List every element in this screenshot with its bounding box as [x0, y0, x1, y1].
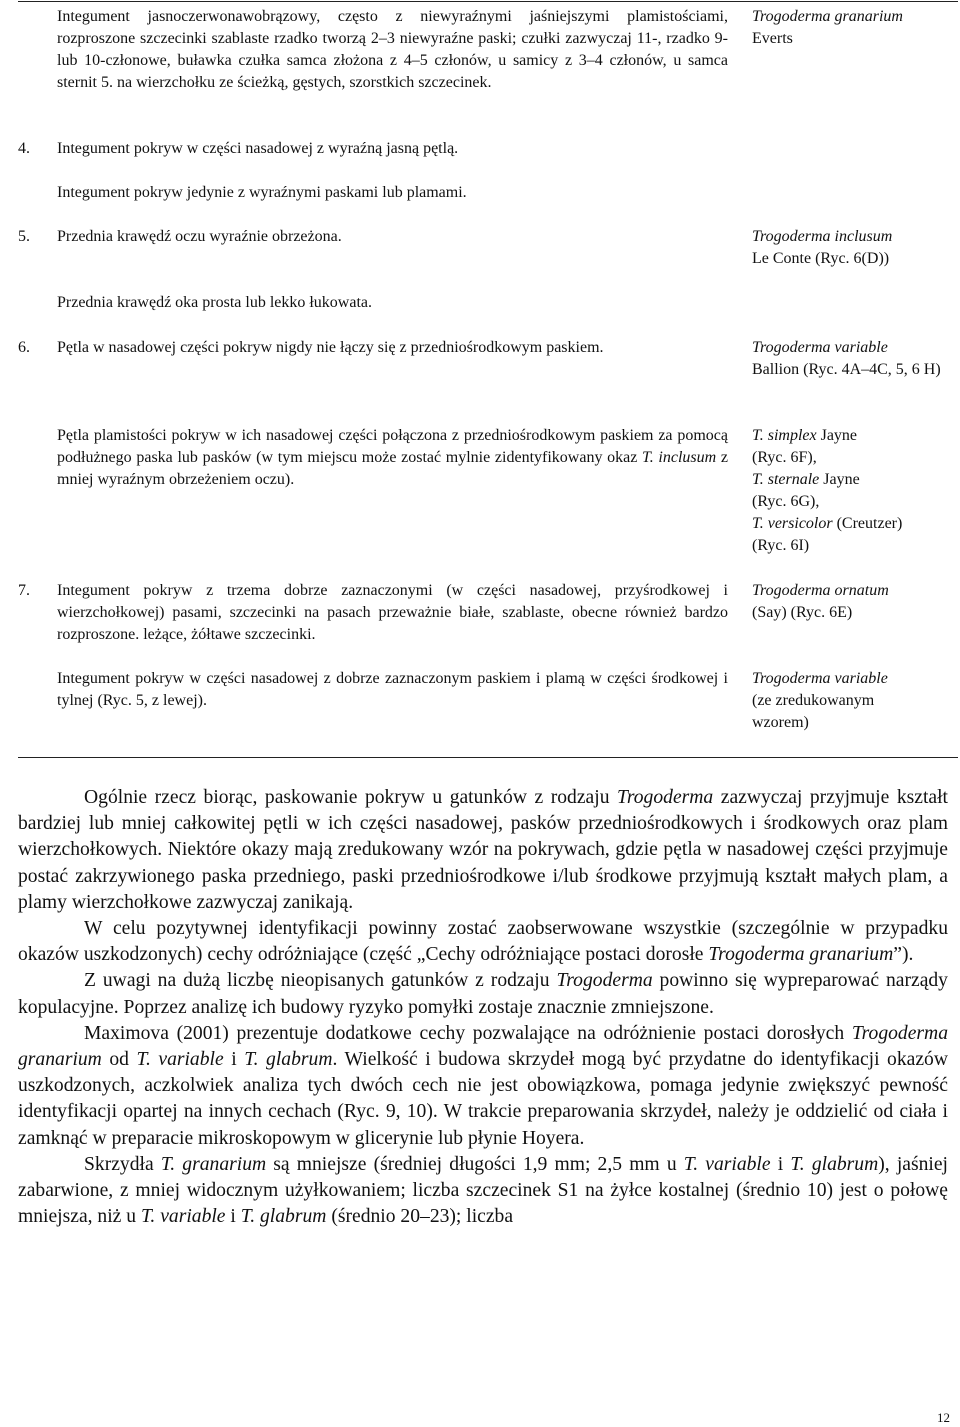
- species-name: T. granarium: [160, 1153, 267, 1175]
- text-run: ”).: [893, 944, 914, 966]
- genus-name: Trogoderma: [556, 970, 653, 992]
- paragraph: [18, 785, 948, 916]
- paragraph: [18, 1152, 948, 1231]
- result-line: [752, 425, 952, 447]
- paragraph: [18, 968, 948, 1020]
- species-author: Jayne: [816, 427, 858, 444]
- text-run: od: [101, 1049, 137, 1071]
- couplet-number: 4.: [18, 140, 30, 157]
- species-name: T. glabrum: [240, 1206, 327, 1228]
- text-run: z mniej wyraźnym obrzeżeniem oczu).: [57, 449, 729, 488]
- species-name: T. simplex: [752, 427, 817, 444]
- genus-name: Trogoderma: [617, 787, 714, 808]
- bottom-rule: [18, 757, 958, 758]
- text-run: Pętla plamistości pokryw w ich nasadowej części połączona z przedniośrodkowym paskiem za pomocą podłużnego paska lub pasków (w tym miejscu może zostać mylnie zidentyfikowany okaz: [57, 427, 728, 466]
- text-run: Maximova (2001) prezentuje dodatkowe cechy pozwalające na odróżnienie postaci dorosłych: [84, 1022, 852, 1044]
- page-number: 12: [937, 1410, 950, 1425]
- text-run: ), jaśniej zabarwione, z mniej widocznym użyłkowaniem; liczba szczecinek S1 na żyłce kostalnej (średnio 10) jest o połowę mniejsza, niż u: [18, 1153, 948, 1228]
- figure-ref: (Ryc. 6I): [752, 537, 810, 554]
- text-run: Skrzydła: [84, 1153, 161, 1175]
- figure-ref: (Ryc. 6F),: [752, 449, 817, 466]
- text-run: powinno się wypreparować narządy kopulacyjne. Poprzez analizę ich budowy ryzyko pomyłki zostaje znacznie zmniejszone.: [18, 970, 948, 1018]
- text-run: (średnio 20–23); liczba: [326, 1206, 514, 1228]
- species-name: T. variable: [136, 1049, 224, 1071]
- key-result: [752, 668, 952, 734]
- result-line: [752, 469, 952, 491]
- text-run: W celu pozytywnej identyfikacji powinny zostać zaobserwowane wszystkie (szczególnie w przypadku okazów uszkodzonych) cechy odróżniające (część „Cechy odróżniające postaci dorosłe: [18, 918, 948, 966]
- paragraph: [18, 916, 948, 968]
- key-couplet-text: Integument pokryw w części nasadowej z wyraźną jasną pętlą.: [57, 140, 459, 157]
- species-name: T. variable: [683, 1153, 771, 1175]
- species-name: Trogoderma granarium: [752, 8, 903, 25]
- species-author: (Creutzer): [832, 515, 903, 532]
- key-couplet-text: Integument pokryw z trzema dobrze zaznaczonymi (w części nasadowej, przyśrodkowej i wierzchołkowej) pasami, szczecinki na pasach przeważnie białe, szablaste, obecne również bardzo rozproszone. leżące, żółtawe szczecinki.: [57, 582, 728, 643]
- species-name: T. glabrum: [244, 1049, 333, 1071]
- species-name: Trogoderma granarium: [708, 944, 894, 966]
- species-name: T. glabrum: [790, 1153, 879, 1175]
- key-result: [752, 226, 952, 270]
- species-name: T. variable: [140, 1206, 226, 1228]
- key-couplet-text: Przednia krawędź oka prosta lub lekko łukowata.: [57, 294, 373, 311]
- result-line: [752, 513, 952, 535]
- text-run: . Wielkość i budowa skrzydeł mogą być przydatne do identyfikacji okazów uszkodzonych, aczkolwiek analiza tych dwóch cech nie jest obowiązkowa, pomaga jedynie zwiększyć pewność identyfikacji opartej na innych cechach (Ryc. 9, 10). W trakcie preparowania skrzydeł, należy je oddzielić od ciała i zamknąć w preparacie mikroskopowym w glicerynie lub płynie Hoyera.: [18, 1049, 948, 1149]
- species-name: T. inclusum: [642, 449, 717, 466]
- key-result: [752, 425, 952, 557]
- species-name: Trogoderma inclusum: [752, 228, 893, 245]
- text-run: są mniejsze (średniej długości 1,9 mm; 2,5 mm u: [266, 1153, 684, 1175]
- species-name: Trogoderma ornatum: [752, 582, 889, 599]
- body-text: [18, 785, 948, 1230]
- species-author: (Say) (Ryc. 6E): [752, 604, 853, 621]
- species-author: Le Conte (Ryc. 6(D)): [752, 250, 890, 267]
- text-run: Ogólnie rzecz biorąc, paskowanie pokryw u gatunków z rodzaju: [84, 787, 618, 808]
- key-couplet-text: Pętla w nasadowej części pokryw nigdy nie łączy się z przedniośrodkowym paskiem.: [57, 339, 604, 356]
- species-name: Trogoderma variable: [752, 670, 888, 687]
- species-author: Everts: [752, 30, 793, 47]
- paragraph: [18, 1021, 948, 1152]
- key-couplet-text: Integument jasnoczerwonawobrązowy, często z niewyraźnymi jaśniejszymi plamistościami, rozproszone szczecinki szablaste rzadko tworzą 2–3 niewyraźne paski; czułki zazwyczaj 11-, rzadko 9- lub 10-członowe, buławka czułka samca złożona z 4–5 członów, u samicy z 3–4 członów, u samca sternit 5. na wierzchołku ze ścieżką, gęstych, szorstkich szczecinek.: [57, 8, 728, 91]
- text-run: i: [770, 1153, 791, 1175]
- couplet-number: 5.: [18, 228, 30, 245]
- species-name: Trogoderma granarium: [18, 1022, 948, 1071]
- top-rule: [18, 1, 958, 2]
- couplet-number: 6.: [18, 339, 30, 356]
- key-result: [752, 580, 952, 624]
- text-run: i: [223, 1049, 245, 1071]
- text-run: i: [225, 1206, 241, 1228]
- key-couplet-text: [57, 425, 728, 491]
- species-name: T. sternale: [752, 471, 820, 488]
- key-result: [752, 337, 947, 381]
- key-couplet-text: Integument pokryw jedynie z wyraźnymi paskami lub plamami.: [57, 184, 467, 201]
- key-result: [752, 6, 952, 50]
- key-couplet-text: Integument pokryw w części nasadowej z dobrze zaznaczonym paskiem i plamą w części środkowej i tylnej (Ryc. 5, z lewej).: [57, 670, 728, 709]
- species-author: Jayne: [819, 471, 860, 488]
- species-author: (ze zredukowanym: [752, 692, 875, 709]
- text-run: Z uwagi na dużą liczbę nieopisanych gatunków z rodzaju: [84, 970, 557, 992]
- species-name: T. versicolor: [752, 515, 833, 532]
- species-name: Trogoderma variable: [752, 339, 888, 356]
- species-author: Ballion (Ryc. 4A–4C, 5, 6 H): [752, 361, 941, 378]
- text-run: zazwyczaj przyjmuje kształt bardziej lub mniej całkowitej pętli w ich części nasadowej, pasków przedniośrodkowych i środkowych oraz plam wierzchołkowych. Niektóre okazy mają zredukowany wzór na pokrywach, gdzie pętla w nasadowej części przyjmuje postać zakrzywionego paska przedniego, paski przedniośrodkowe i/lub środkowe przyjmują kształt małych plam, a plamy wierzchołkowe zazwyczaj zanikają.: [18, 787, 948, 913]
- figure-ref: (Ryc. 6G),: [752, 493, 820, 510]
- key-couplet-text: Przednia krawędź oczu wyraźnie obrzeżona.: [57, 228, 342, 245]
- couplet-number: 7.: [18, 582, 30, 599]
- species-author: wzorem): [752, 714, 809, 731]
